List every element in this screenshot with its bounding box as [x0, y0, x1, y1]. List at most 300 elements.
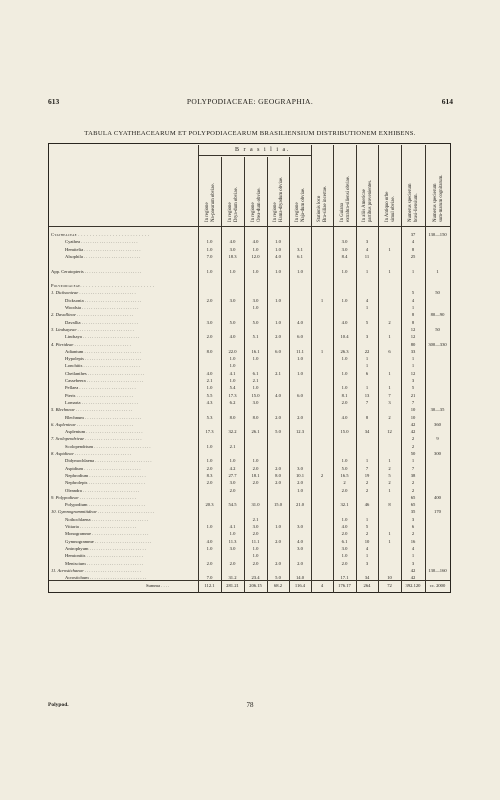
table-cell: 2 [343, 480, 346, 486]
table-cell: 3.0 [229, 297, 236, 303]
table-cell: 1.0 [252, 553, 259, 559]
table-cell: 2.1 [229, 443, 236, 449]
row-divider [49, 226, 450, 227]
summa-cell: 264 [363, 583, 371, 588]
table-cell: 2 [388, 480, 391, 486]
table-cell: 2 [365, 487, 369, 493]
summa-label: Summa . . . . [146, 583, 170, 588]
table-cell: 1.0 [341, 356, 348, 362]
row-label: Cheilanthes . . . . . . . . . . . . . . . . . . . . . . . . . [65, 370, 145, 376]
row-label: 4. Pterideae . . . . . . . . . . . . . . . . . . . . . . . . . [51, 341, 131, 347]
table-cell: 4.0 [341, 414, 348, 420]
summa-cell: 392.120 [405, 583, 421, 588]
column-header: Numerus specierum brasi-liensium. [408, 183, 419, 222]
table-cell: 3.0 [252, 399, 259, 405]
row-label: Woodsia . . . . . . . . . . . . . . . . . . . . . . . . . [65, 305, 139, 310]
table-cell: 1.0 [206, 524, 213, 529]
row-label: Hemitelia . . . . . . . . . . . . . . . . . . . . . . . . . [65, 246, 141, 252]
table-cell: 2 [365, 531, 369, 537]
table-cell: 2.0 [341, 487, 348, 493]
table-cell: 22 [364, 348, 370, 354]
table-cell: 1.0 [297, 268, 303, 274]
table-cell: 3.0 [229, 545, 236, 551]
table-cell: 8 [411, 319, 415, 325]
table-cell: 4.0 [341, 524, 348, 529]
table-cell: 1 [365, 553, 369, 559]
table-cell: 1.0 [341, 268, 348, 274]
table-cell: 3 [411, 560, 415, 566]
table-cell: 6.1 [252, 370, 259, 376]
table-cell: 1.0 [252, 246, 259, 252]
row-label: Polypodium . . . . . . . . . . . . . . . . . . . . . . . . . [65, 502, 145, 508]
row-label: Dicksonia . . . . . . . . . . . . . . . . . . . . . . . . . [65, 297, 142, 303]
row-label: Asplenium . . . . . . . . . . . . . . . . . . . . . . . . . [65, 429, 143, 435]
row-label: Cyathea . . . . . . . . . . . . . . . . . . . . . . . . . [65, 239, 138, 245]
table-cell: 4.0 [297, 319, 303, 325]
table-cell: 4.0 [297, 538, 303, 544]
row-label: 8. Aspidieae . . . . . . . . . . . . . . . . . . . . . . . . . [51, 451, 132, 456]
table-cell: 26.3 [340, 348, 349, 354]
table-cell: 8.4 [341, 253, 348, 259]
table-cell: 32.2 [228, 429, 237, 435]
row-label: Nothochlaena . . . . . . . . . . . . . . . . . . . . . . . . . [65, 516, 148, 522]
table-cell: 2.0 [341, 560, 348, 566]
row-label: Aspidium . . . . . . . . . . . . . . . . . . . . . . . . . [65, 465, 141, 471]
row-label: 6. Asplenieae . . . . . . . . . . . . . . . . . . . . . . . . . [51, 421, 134, 427]
table-cell: 3.0 [229, 246, 236, 252]
table-cell: 5.0 [275, 429, 281, 435]
table-cell: 2.0 [252, 531, 259, 537]
row-label: Didymochlaena . . . . . . . . . . . . . . . . . . . . . . . . . [65, 458, 152, 464]
table-cell: 7 [411, 465, 415, 471]
table-cell: 2 [411, 443, 415, 449]
table-cell: 19 [364, 472, 370, 478]
table-cell: 400 [434, 494, 441, 500]
row-label: Oleandra . . . . . . . . . . . . . . . . . . . . . . . . . [65, 487, 140, 493]
table-cell: 1 [388, 538, 391, 544]
table-cell: 30—35 [430, 407, 445, 413]
column-header: In aliis Americae partibus provenientes. [362, 179, 373, 222]
table-cell: 5.4 [229, 385, 236, 391]
table-cell: 2.0 [341, 531, 348, 537]
table-cell: 42 [410, 421, 416, 427]
row-label: 7. Scolopendrieae . . . . . . . . . . . . . . . . . . . . . . . . . [51, 436, 142, 442]
table-cell: 80—90 [430, 312, 445, 318]
table-cell: 3.0 [206, 319, 213, 325]
table-cell: 12.3 [295, 429, 305, 435]
table-cell: 46 [364, 502, 370, 508]
table-cell: 3 [411, 378, 415, 383]
table-cell: 23.4 [251, 575, 260, 581]
table-cell: 6.2 [229, 399, 236, 405]
table-cell: 1.0 [275, 268, 281, 274]
table-cell: 50 [410, 451, 416, 456]
table-cell: 16 [410, 538, 416, 544]
table-cell: 17.1 [340, 575, 349, 581]
table-cell: 6.0 [297, 334, 303, 340]
table-cell: 3.0 [341, 246, 348, 252]
table-cell: 7 [365, 465, 369, 471]
running-title: POLYPODIACEAE: GEOGRAPHIA. [186, 97, 314, 106]
table-cell: 4 [365, 297, 369, 303]
table-cell: 1.0 [206, 246, 213, 252]
table-cell: 7 [365, 399, 369, 405]
table-cell: 4.0 [206, 538, 213, 544]
table-cell: 18.1 [251, 472, 260, 478]
table-cell: 6.1 [341, 538, 348, 544]
table-cell: 2.0 [252, 480, 259, 486]
row-label: 11. Acrostichaeae . . . . . . . . . . . . . . . . . . . . . . . . . [51, 567, 141, 573]
table-cell: 5.0 [341, 465, 348, 471]
table-cell: 5.0 [275, 575, 281, 581]
row-label: Cyatheaceae . . . . . . . . . . . . . . . . . . . . . . . . . [51, 232, 150, 237]
table-cell: 3.0 [297, 524, 303, 529]
footer-label: Polypod. [48, 702, 69, 708]
table-cell: 2.0 [275, 480, 281, 486]
row-label: Cassebeera . . . . . . . . . . . . . . . . . . . . . . . . . [65, 378, 144, 383]
table-cell: 5.5 [206, 392, 213, 398]
table-cell: 5 [411, 385, 415, 391]
row-label: Nephrolepis . . . . . . . . . . . . . . . . . . . . . . . . . [65, 480, 145, 486]
table-cell: 1 [320, 297, 324, 303]
table-cell: 26.1 [251, 429, 260, 435]
table-cell: 15.0 [251, 392, 260, 398]
table-cell: 2.0 [206, 480, 213, 486]
table-cell: 2.0 [252, 560, 259, 566]
row-label: 9. Polypodieae . . . . . . . . . . . . . . . . . . . . . . . . . [51, 494, 136, 500]
table-cell: 3.0 [229, 480, 236, 486]
table-cell: 1.0 [206, 268, 213, 274]
table-cell: 1.0 [229, 378, 236, 383]
table-cell: 1 [411, 553, 415, 559]
table-cell: 2.1 [252, 516, 259, 522]
row-label: Monogramme . . . . . . . . . . . . . . . . . . . . . . . . . [65, 531, 149, 537]
table-cell: 16.1 [251, 348, 260, 354]
table-cell: 1.0 [341, 458, 348, 464]
table-cell: 2.0 [297, 480, 303, 486]
row-label: Polypodiaceae. . . . . . . . . . . . . . . . . . . . . . . . . . [51, 283, 155, 289]
table-cell: 2.1 [206, 378, 213, 383]
column-header: In regione Hama-dryadum obviae. [273, 176, 284, 222]
table-cell: 1.0 [229, 356, 236, 362]
row-label: Alsophila . . . . . . . . . . . . . . . . . . . . . . . . . [65, 253, 141, 259]
table-cell: 1.0 [252, 305, 259, 310]
table-cell: 1 [411, 458, 415, 464]
table-cell: 33 [410, 348, 416, 354]
table-cell: 10 [410, 414, 416, 420]
table-cell: 2 [411, 436, 415, 442]
table-cell: 130—160 [428, 567, 447, 573]
table-cell: 8.0 [206, 348, 213, 354]
summa-cell: 72 [387, 583, 392, 588]
table-cell: 10 [364, 538, 370, 544]
table-cell: 31.0 [251, 502, 260, 508]
table-cell: 18.3 [228, 253, 237, 259]
table-cell: 3.0 [297, 465, 303, 471]
summa-cell: 68.2 [273, 583, 283, 588]
summa-cell: 281.21 [226, 583, 239, 588]
table-cell: 360 [434, 421, 441, 427]
table-cell: 22.0 [228, 348, 237, 354]
page-number-left: 613 [48, 97, 60, 106]
table-cell: 21 [410, 392, 416, 398]
table-cell: 12 [410, 370, 416, 376]
row-label: Davallia . . . . . . . . . . . . . . . . . . . . . . . . . [65, 319, 138, 325]
table-cell: 1 [365, 305, 369, 310]
table-cell: 2.0 [206, 560, 213, 566]
summa-cell: 4 [320, 583, 324, 588]
table-cell: 8.3 [206, 472, 213, 478]
table-cell: 7.0 [206, 253, 213, 259]
table-cell: 7 [411, 399, 415, 405]
table-cell: 1.0 [229, 363, 236, 369]
column-divider [311, 145, 312, 593]
table-cell: 1.0 [252, 545, 259, 551]
column-header: In Guiana extrabra-siliensi obviae. [339, 175, 350, 222]
row-label: Hypolepis . . . . . . . . . . . . . . . . . . . . . . . . . [65, 356, 142, 362]
footer-page-number: 78 [246, 701, 254, 709]
table-cell: 1.0 [275, 524, 281, 529]
table-cell: 130—150 [428, 232, 447, 237]
table-cell: 34 [364, 575, 370, 581]
table-cell: 8 [388, 502, 391, 508]
table-cell: 1.0 [341, 370, 348, 376]
row-label: Blechnum . . . . . . . . . . . . . . . . . . . . . . . . . [65, 414, 142, 420]
table-cell: 50 [435, 290, 440, 296]
table-cell: 1.0 [252, 385, 259, 391]
table-cell: 1 [411, 356, 415, 362]
table-cell: 1.0 [206, 458, 213, 464]
table-cell: 1.0 [275, 239, 281, 245]
table-cell: 42 [410, 429, 416, 435]
table-cell: 11 [364, 253, 370, 259]
table-cell: 17.3 [205, 429, 214, 435]
table-cell: 17.3 [228, 392, 237, 398]
table-cell: 4.0 [341, 319, 348, 325]
table-cell: 3 [388, 399, 391, 405]
table-cell: 300 [434, 451, 441, 456]
table-cell: 65 [410, 502, 416, 508]
table-cell: 25 [410, 253, 416, 259]
table-cell: 20.3 [205, 502, 214, 508]
table-cell: 4.1 [229, 370, 236, 376]
table-cell: 4 [365, 246, 369, 252]
table-cell: 1 [411, 363, 415, 369]
summa-cell: 112.1 [204, 583, 215, 588]
table-cell: 1.0 [252, 458, 259, 464]
table-cell: 6.1 [297, 253, 303, 259]
column-header: Numerus specierum sum-marum cognitarum. [432, 174, 443, 222]
table-cell: 3.0 [252, 297, 259, 303]
table-cell: 1.0 [229, 531, 236, 537]
table-cell: 1 [388, 370, 391, 376]
row-label: Nephrodium . . . . . . . . . . . . . . . . . . . . . . . . . [65, 472, 146, 478]
table-cell: 1 [411, 305, 415, 310]
table-cell: 4 [411, 297, 415, 303]
table-cell: 37 [410, 232, 416, 237]
table-cell: 2 [388, 319, 391, 325]
table-cell: 5 [365, 524, 369, 529]
table-cell: 2.0 [297, 414, 303, 420]
table-cell: 6.0 [275, 348, 281, 354]
table-cell: 27.7 [228, 472, 237, 478]
table-cell: 2.0 [206, 465, 213, 471]
column-header: Stationis loco Bra-siliae incertae. [317, 185, 328, 222]
table-cell: 12 [387, 429, 392, 435]
table-cell: 16.5 [340, 472, 349, 478]
row-label: Vittaria . . . . . . . . . . . . . . . . . . . . . . . . . [65, 524, 137, 529]
table-cell: 170 [434, 509, 441, 515]
table-cell: 300—330 [428, 341, 447, 347]
table-cell: 7 [388, 392, 391, 398]
table-cell: 3 [365, 239, 369, 245]
table-cell: 2 [365, 480, 369, 486]
row-divider [198, 155, 311, 156]
table-cell: 1.0 [341, 385, 348, 391]
table-cell: 12 [410, 334, 416, 340]
table-cell: 4 [411, 545, 415, 551]
table-cell: 4.0 [252, 239, 259, 245]
table-cell: 42 [410, 567, 416, 573]
table-cell: 1.0 [229, 268, 236, 274]
table-cell: 35 [410, 509, 416, 515]
table-cell: 2.0 [297, 560, 303, 566]
column-header: In regione Orea-dum obviae. [250, 187, 261, 222]
table-cell: 3.0 [252, 524, 259, 529]
table-cell: 10.1 [295, 472, 305, 478]
table-cell: 1.0 [206, 545, 213, 551]
row-label: Lomaria . . . . . . . . . . . . . . . . . . . . . . . . . [65, 399, 138, 405]
row-label: Hemionitis . . . . . . . . . . . . . . . . . . . . . . . . . [65, 553, 143, 559]
table-cell: 1 [411, 268, 415, 274]
table-cell: 1 [388, 531, 391, 537]
table-cell: 2 [388, 414, 391, 420]
table-cell: 1 [365, 385, 369, 391]
table-cell: 6 [388, 348, 391, 354]
row-label: Pellaea . . . . . . . . . . . . . . . . . . . . . . . . . [65, 385, 136, 391]
row-label: Acrostichum . . . . . . . . . . . . . . . . . . . . . . . . . [65, 575, 147, 581]
table-cell: 1.0 [341, 553, 348, 559]
table-cell: 3.0 [297, 545, 303, 551]
table-cell: 21.0 [295, 502, 305, 508]
table-cell: 1 [320, 348, 324, 354]
column-header: In regione Na-paearum obviae. [204, 183, 215, 222]
table-cell: 1.0 [206, 443, 213, 449]
table-title: TABULA CYATHEACEARUM ET POLYPODIACEARUM BRASILIENSIUM DISTRIBUTIONEM EXHIBENS. [84, 130, 416, 137]
table-cell: 1.0 [206, 239, 213, 245]
table-cell: 4.0 [275, 392, 281, 398]
table-cell: 5 [411, 290, 415, 296]
table-cell: 6 [365, 370, 369, 376]
table-cell: 1 [388, 334, 391, 340]
table-cell: 1.0 [275, 246, 281, 252]
table-cell: 4.0 [206, 370, 213, 376]
table-cell: 11.1 [296, 348, 304, 354]
table-cell: 2.0 [341, 399, 348, 405]
table-cell: 2 [388, 465, 391, 471]
table-cell: 2.1 [275, 370, 281, 376]
table-cell: 2.0 [229, 487, 236, 493]
table-cell: 4.2 [229, 465, 236, 471]
table-cell: 2.0 [206, 297, 213, 303]
row-label: 10. Gymnogrammitideae . . . . . . . . . . . . . . . . . . . . . . . . . [51, 509, 155, 515]
table-cell: 1.0 [252, 268, 259, 274]
table-cell: 5.3 [206, 414, 213, 420]
table-cell: 1 [365, 356, 369, 362]
row-label: Scolopendrium . . . . . . . . . . . . . . . . . . . . . . . . . [65, 443, 151, 449]
table-cell: 15.0 [340, 429, 349, 435]
table-cell: 2 [411, 480, 415, 486]
table-cell: 4.1 [229, 524, 236, 529]
table-cell: 50 [435, 326, 440, 332]
table-cell: 10.4 [340, 334, 349, 340]
table-cell: 4.0 [229, 239, 236, 245]
row-label: 5. Blechneae . . . . . . . . . . . . . . . . . . . . . . . . . [51, 407, 133, 413]
table-cell: 5 [365, 319, 369, 325]
table-cell: 2.0 [275, 560, 281, 566]
table-cell: 1 [388, 246, 391, 252]
row-label: Meniscium . . . . . . . . . . . . . . . . . . . . . . . . . [65, 560, 144, 566]
table-cell: 14.0 [295, 575, 305, 581]
table-cell: 1 [388, 458, 391, 464]
table-cell: 3.0 [341, 545, 348, 551]
row-label: Lonchitis . . . . . . . . . . . . . . . . . . . . . . . . . [65, 363, 140, 369]
table-cell: 8.0 [229, 414, 236, 420]
table-cell: 3.1 [297, 246, 303, 252]
table-cell: 7.0 [206, 575, 213, 581]
table-cell: 31.2 [228, 575, 237, 581]
table-cell: 11.1 [251, 538, 260, 544]
table-cell: 4.3 [206, 399, 213, 405]
table-cell: 6 [411, 524, 415, 529]
table-cell: 80 [410, 341, 416, 347]
table-cell: 38 [410, 472, 416, 478]
table-cell: 8 [365, 414, 369, 420]
table-cell: 8 [411, 246, 415, 252]
table-cell: 1 [365, 363, 369, 369]
table-cell: 32.1 [340, 502, 349, 508]
table-cell: 8 [411, 312, 415, 318]
table-cell: 1 [365, 516, 369, 522]
table-cell: 6.0 [297, 392, 303, 398]
table-cell: 3.0 [341, 239, 348, 245]
table-cell: 2 [411, 531, 415, 537]
table-cell: 65 [410, 494, 416, 500]
table-cell: 1.0 [275, 297, 281, 303]
row-label: App. Ceratopteris . . . . . . . . . . . . . . . . . . . . . . . . . [51, 268, 142, 274]
table-cell: 10 [410, 407, 416, 413]
table-cell: 2.0 [275, 414, 281, 420]
row-label: 1. Dicksonieae . . . . . . . . . . . . . . . . . . . . . . . . . [51, 290, 136, 296]
table-cell: 2.0 [229, 560, 236, 566]
table-cell: 2.0 [275, 538, 281, 544]
table-cell: 2 [411, 487, 415, 493]
column-divider [425, 145, 426, 593]
summa-cell: 116.4 [294, 583, 306, 588]
summa-cell: cc. 2000 [429, 583, 446, 588]
row-label: Pteris . . . . . . . . . . . . . . . . . . . . . . . . . [65, 392, 133, 398]
table-cell: 1.0 [297, 356, 303, 362]
table-cell: 1 [388, 487, 391, 493]
table-cell: 13 [364, 392, 370, 398]
page-number-right: 614 [441, 97, 453, 106]
table-cell: 1 [365, 268, 369, 274]
row-label: Adiantum . . . . . . . . . . . . . . . . . . . . . . . . . [65, 348, 141, 354]
row-label: 2. Davallieae . . . . . . . . . . . . . . . . . . . . . . . . . [51, 312, 134, 318]
table-cell: 8.0 [252, 414, 259, 420]
table-cell: 3 [365, 560, 369, 566]
table-cell: 11.3 [228, 538, 237, 544]
